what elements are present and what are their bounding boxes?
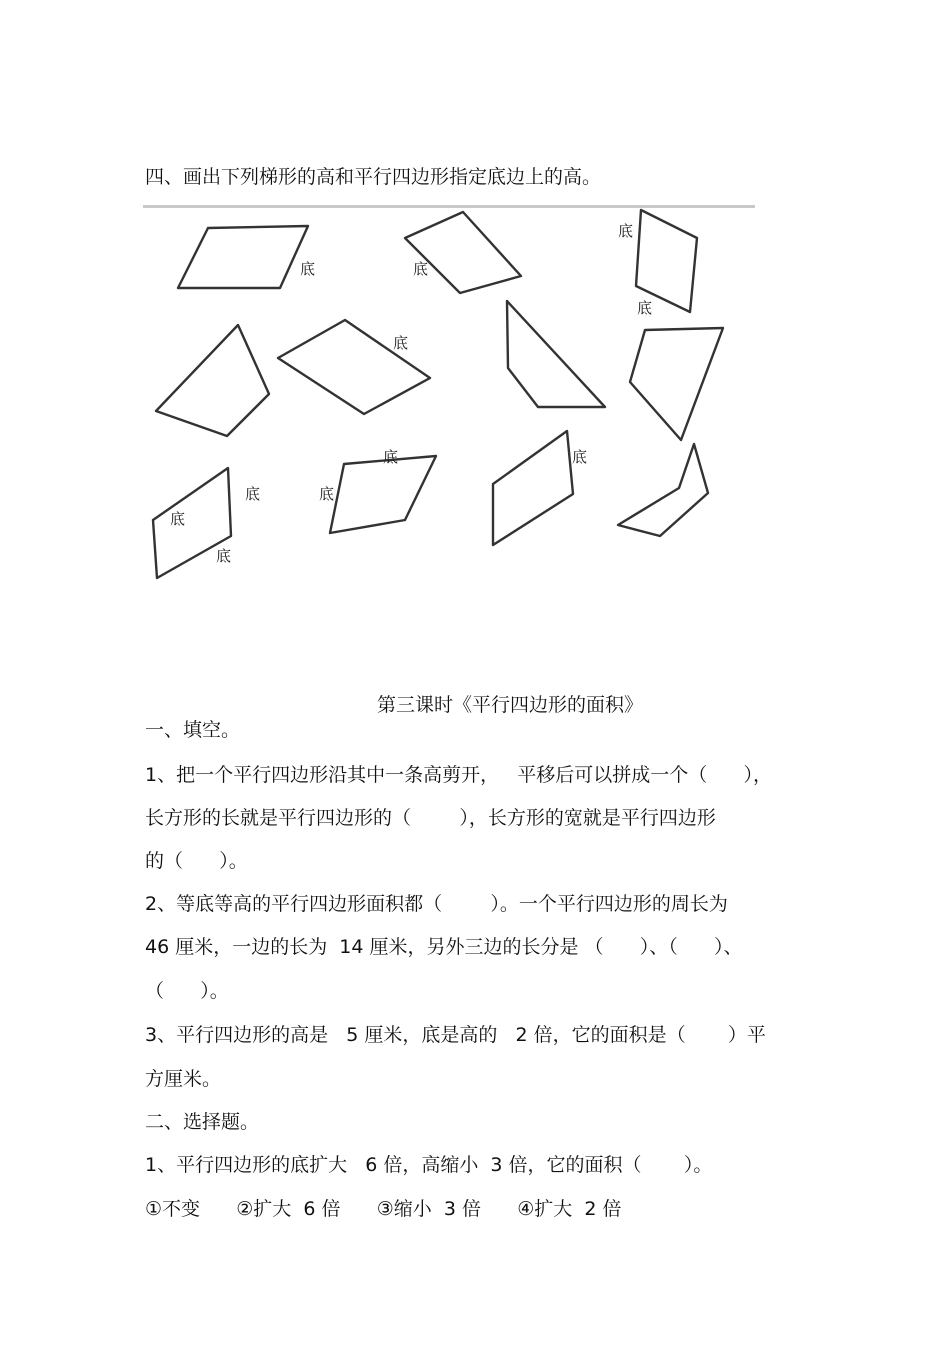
question-3-line-1: 3、平行四边形的高是 5 厘米，底是高的 2 倍，它的面积是（ ）平: [145, 1024, 766, 1046]
trapezoid-4: [618, 444, 708, 536]
parallelogram-3: [636, 210, 697, 312]
question-2-line-3: （ ）。: [145, 980, 229, 1002]
base-label: 底: [300, 260, 316, 278]
parallelogram-2: [405, 212, 521, 293]
base-label: 底: [245, 485, 261, 503]
parallelogram-1: [178, 226, 308, 288]
part2-heading: 二、选择题。: [145, 1111, 260, 1133]
question-3-line-2: 方厘米。: [145, 1068, 222, 1090]
question-2-line-2: 46 厘米，一边的长为 14 厘米，另外三边的长分是 （ ）、（ ）、: [145, 936, 743, 958]
choice-options-1: ①不变 ②扩大 6 倍 ③缩小 3 倍 ④扩大 2 倍: [145, 1198, 622, 1220]
question-1-line-1: 1、把一个平行四边形沿其中一条高剪开， 平移后可以拼成一个（ ），: [145, 764, 772, 786]
trapezoid-1: [156, 325, 269, 436]
parallelogram-6: [330, 456, 436, 533]
question-1-line-3: 的（ ）。: [145, 850, 248, 872]
part1-heading: 一、填空。: [145, 719, 241, 741]
base-label: 底: [413, 260, 429, 278]
base-label: 底: [319, 485, 335, 503]
base-label: 底: [393, 334, 409, 352]
base-label: 底: [216, 547, 232, 565]
base-label: 底: [170, 510, 186, 528]
parallelogram-7: [493, 431, 573, 545]
question-2-line-1: 2、等底等高的平行四边形面积都（ ）。一个平行四边形的周长为: [145, 893, 728, 915]
base-label: 底: [572, 448, 588, 466]
question-1-line-2: 长方形的长就是平行四边形的（ ），长方形的宽就是平行四边形: [145, 807, 716, 829]
figures-panel: [143, 206, 763, 596]
section-heading: 四、画出下列梯形的高和平行四边形指定底边上的高。: [145, 166, 602, 188]
base-label: 底: [383, 448, 399, 466]
base-label: 底: [618, 222, 634, 240]
trapezoid-3: [630, 328, 723, 440]
lesson-title: 第三课时《平行四边形的面积》: [376, 694, 643, 716]
base-label: 底: [637, 299, 653, 317]
choice-question-1: 1、平行四边形的底扩大 6 倍，高缩小 3 倍，它的面积（ ）。: [145, 1154, 713, 1176]
trapezoid-2: [507, 301, 605, 407]
